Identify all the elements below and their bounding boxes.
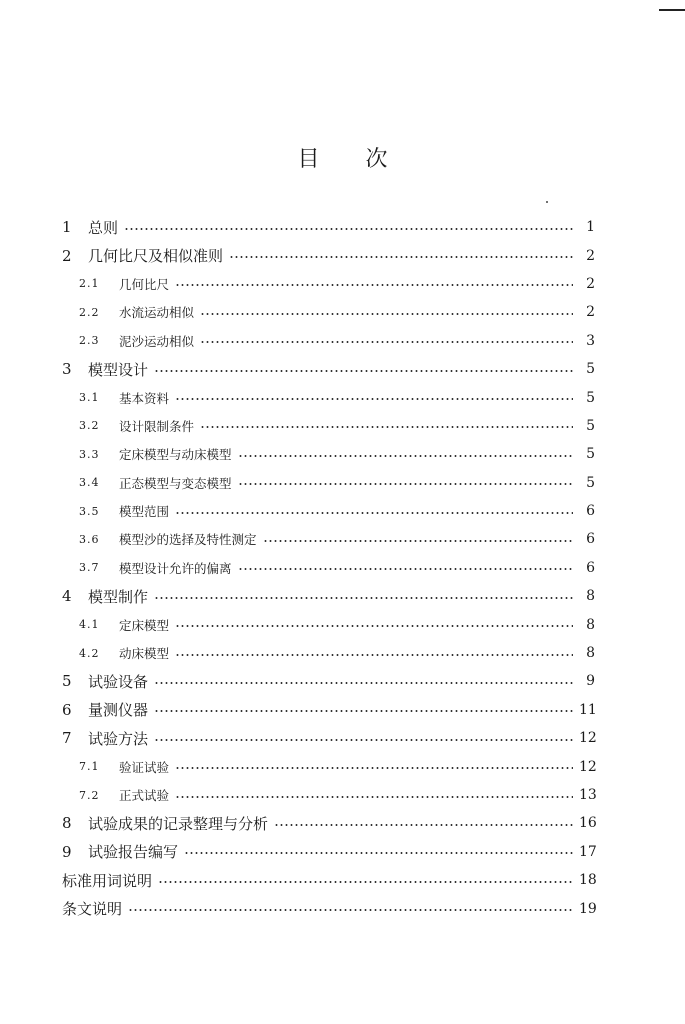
toc-entry[interactable] bbox=[62, 213, 595, 241]
toc-entry-number: 7 bbox=[62, 729, 72, 748]
toc-entry-label: 模型设计 bbox=[88, 360, 149, 379]
toc-entry-number: 3.6 bbox=[79, 532, 100, 546]
toc-entry-label: 模型制作 bbox=[88, 587, 149, 606]
toc-entry-label: 量测仪器 bbox=[88, 701, 149, 720]
dot-leader bbox=[175, 284, 573, 286]
dot-leader bbox=[175, 512, 573, 514]
dot-leader bbox=[200, 341, 573, 343]
dot-leader bbox=[154, 710, 573, 712]
toc-entry-page: 6 bbox=[586, 531, 595, 548]
toc-entry-number: 9 bbox=[62, 842, 72, 861]
toc-entry-number: 3.1 bbox=[79, 391, 100, 405]
toc-entry-page: 12 bbox=[579, 758, 597, 775]
toc-entry[interactable] bbox=[62, 554, 595, 582]
dot-leader bbox=[184, 852, 573, 854]
toc-entry-number: 3.2 bbox=[79, 419, 100, 433]
toc-entry-page: 18 bbox=[579, 872, 597, 889]
dot-leader bbox=[175, 767, 573, 769]
toc-entry-number: 2.2 bbox=[79, 305, 100, 319]
dot-leader bbox=[158, 881, 573, 883]
toc-entry-number: 8 bbox=[62, 814, 72, 833]
toc-entry-page: 6 bbox=[586, 559, 595, 576]
toc-entry-page: 11 bbox=[579, 701, 597, 718]
toc-entry[interactable] bbox=[62, 894, 595, 922]
dot-leader bbox=[175, 796, 573, 798]
dot-leader bbox=[154, 739, 573, 741]
toc-entry-number: 7.2 bbox=[79, 788, 100, 802]
toc-entry-label: 验证试验 bbox=[119, 759, 170, 775]
toc-entry[interactable] bbox=[62, 412, 595, 440]
toc-entry[interactable] bbox=[62, 525, 595, 553]
toc-entry[interactable] bbox=[62, 327, 595, 355]
toc-entry-number: 4 bbox=[62, 587, 72, 606]
toc-entry[interactable] bbox=[62, 752, 595, 780]
toc-entry[interactable] bbox=[62, 469, 595, 497]
toc-entry-page: 5 bbox=[586, 446, 595, 463]
toc-entry[interactable] bbox=[62, 639, 595, 667]
toc-entry[interactable] bbox=[62, 724, 595, 752]
dot-leader bbox=[263, 540, 573, 542]
dot-leader bbox=[238, 568, 573, 570]
toc-entry-number: 5 bbox=[62, 672, 72, 691]
toc-entry-label: 定床模型与动床模型 bbox=[119, 447, 232, 463]
dot-leader bbox=[154, 597, 573, 599]
toc-entry[interactable] bbox=[62, 383, 595, 411]
toc-entry[interactable] bbox=[62, 440, 595, 468]
toc-entry-number: 4.2 bbox=[79, 646, 100, 660]
toc-entry-number: 3.5 bbox=[79, 504, 100, 518]
dot-leader bbox=[238, 455, 573, 457]
toc-entry-number: 6 bbox=[62, 700, 72, 719]
toc-entry-number: 4.1 bbox=[79, 618, 100, 632]
toc-entry-label: 正式试验 bbox=[119, 788, 170, 803]
toc-entry-label: 试验报告编写 bbox=[88, 843, 179, 862]
toc-entry-label: 模型设计允许的偏离 bbox=[119, 560, 232, 576]
toc-entry[interactable] bbox=[62, 270, 595, 298]
toc-entry-number: 7.1 bbox=[79, 760, 100, 774]
dot-leader bbox=[175, 654, 573, 656]
toc-entry-label: 模型沙的选择及特性测定 bbox=[119, 532, 257, 548]
dot-leader bbox=[200, 313, 573, 315]
toc-entry[interactable] bbox=[62, 582, 595, 610]
dot-leader bbox=[200, 426, 573, 428]
toc-entry-page: 8 bbox=[586, 588, 595, 605]
toc-entry-page: 5 bbox=[586, 389, 595, 406]
toc-entry-page: 2 bbox=[586, 304, 595, 321]
scan-speck bbox=[546, 201, 548, 203]
toc-entry[interactable] bbox=[62, 696, 595, 724]
toc-entry[interactable] bbox=[62, 866, 595, 894]
table-of-contents bbox=[62, 213, 595, 923]
toc-entry-number: 3.3 bbox=[79, 447, 100, 461]
toc-entry[interactable] bbox=[62, 809, 595, 837]
page-title bbox=[0, 142, 685, 173]
toc-entry-label: 正态模型与变态模型 bbox=[119, 475, 232, 491]
toc-entry-number: 3.7 bbox=[79, 561, 100, 575]
toc-entry-label: 动床模型 bbox=[119, 646, 170, 662]
toc-entry-label: 试验成果的记录整理与分析 bbox=[88, 814, 269, 833]
toc-entry-label: 基本资料 bbox=[119, 390, 170, 406]
toc-entry[interactable] bbox=[62, 355, 595, 383]
scan-edge-mark bbox=[659, 9, 685, 11]
toc-entry-label: 试验方法 bbox=[88, 729, 149, 748]
dot-leader bbox=[154, 370, 573, 372]
toc-entry-page: 17 bbox=[579, 843, 597, 860]
dot-leader bbox=[274, 824, 573, 826]
toc-entry-page: 19 bbox=[579, 900, 597, 917]
toc-entry[interactable] bbox=[62, 497, 595, 525]
toc-entry-page: 13 bbox=[579, 787, 597, 803]
toc-entry-page: 5 bbox=[586, 361, 595, 378]
toc-entry[interactable] bbox=[62, 610, 595, 638]
toc-entry-number: 2.1 bbox=[79, 277, 100, 291]
toc-entry-page: 2 bbox=[586, 247, 595, 264]
toc-entry-number: 3 bbox=[62, 360, 72, 379]
toc-entry-page: 8 bbox=[586, 616, 595, 633]
toc-entry-number: 3.4 bbox=[79, 476, 100, 490]
toc-entry-label: 设计限制条件 bbox=[119, 418, 195, 434]
toc-entry-label: 定床模型 bbox=[119, 617, 170, 633]
toc-entry-page: 2 bbox=[586, 275, 595, 292]
toc-entry[interactable] bbox=[62, 667, 595, 695]
toc-entry-number: 2.3 bbox=[79, 334, 100, 348]
toc-entry[interactable] bbox=[62, 298, 595, 326]
toc-entry-label: 总则 bbox=[88, 218, 119, 237]
toc-entry[interactable] bbox=[62, 781, 595, 809]
toc-entry-page: 16 bbox=[579, 815, 597, 832]
toc-entry-page: 8 bbox=[586, 645, 595, 662]
title-char-2: 次 bbox=[365, 147, 388, 172]
dot-leader bbox=[238, 483, 573, 485]
dot-leader bbox=[175, 625, 573, 627]
toc-entry-page: 9 bbox=[586, 673, 595, 690]
title-char-1: 目 bbox=[297, 147, 320, 172]
toc-entry-label: 泥沙运动相似 bbox=[119, 333, 195, 349]
toc-entry-label: 试验设备 bbox=[88, 672, 149, 691]
toc-entry[interactable] bbox=[62, 241, 595, 269]
toc-entry-page: 5 bbox=[586, 474, 595, 491]
toc-entry-label: 条文说明 bbox=[62, 900, 123, 919]
toc-entry-page: 5 bbox=[586, 417, 595, 434]
dot-leader bbox=[154, 682, 573, 684]
dot-leader bbox=[175, 398, 573, 400]
toc-entry-label: 水流运动相似 bbox=[119, 305, 195, 321]
toc-entry-page: 3 bbox=[586, 332, 595, 349]
toc-entry-page: 12 bbox=[579, 730, 597, 747]
dot-leader bbox=[229, 256, 573, 258]
dot-leader bbox=[124, 228, 573, 230]
toc-entry-page: 1 bbox=[586, 219, 595, 236]
toc-entry-label: 几何比尺 bbox=[119, 276, 170, 292]
toc-entry-label: 模型范围 bbox=[119, 504, 170, 520]
toc-entry-label: 几何比尺及相似准则 bbox=[88, 247, 224, 266]
toc-entry-number: 2 bbox=[62, 246, 72, 265]
toc-entry-page: 6 bbox=[586, 503, 595, 520]
toc-entry-label: 标准用词说明 bbox=[62, 871, 153, 890]
dot-leader bbox=[128, 909, 573, 911]
toc-entry[interactable] bbox=[62, 838, 595, 866]
toc-entry-number: 1 bbox=[62, 218, 72, 237]
